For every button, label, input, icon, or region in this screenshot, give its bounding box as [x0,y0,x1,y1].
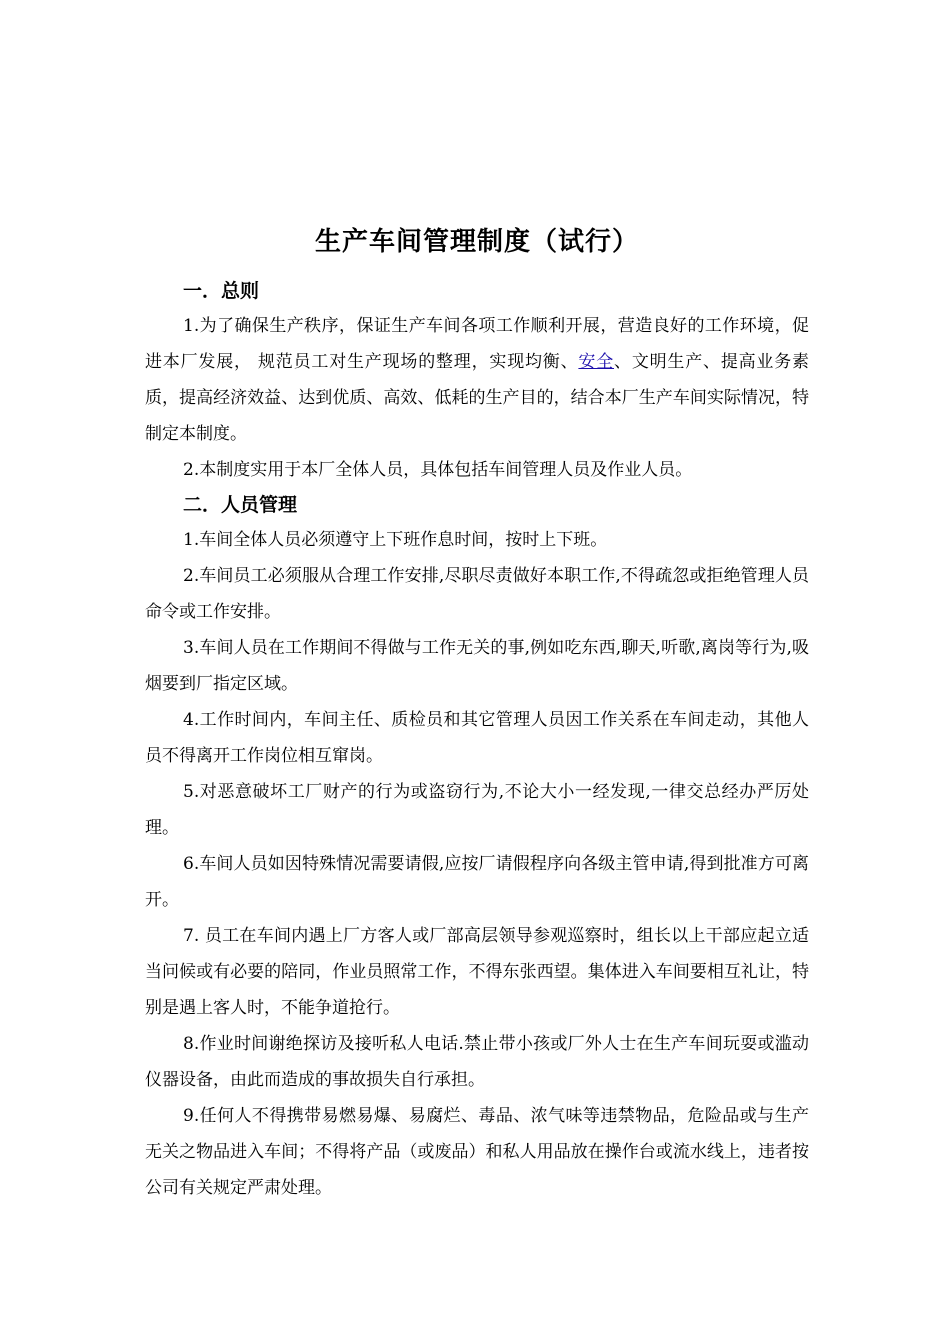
document-title: 生产车间管理制度（试行） [314,227,639,257]
paragraph: 1.车间全体人员必须遵守上下班作息时间，按时上下班。 [183,530,608,550]
paragraph: 3.车间人员在工作期间不得做与工作无关的事,例如吃东西,聊天,听歌,离岗等行为,吸烟要到厂指定区域。 [145,638,809,694]
paragraph: 9.任何人不得携带易燃易爆、易腐烂、毒品、浓气味等违禁物品，危险品或与生产无关之物品进入车间；不得将产品（或废品）和私人用品放在操作台或流水线上，违者按公司有关规定严肃处理。 [145,1106,809,1198]
paragraph-text: 、文明生产、提高业务素质，提高经济效益、达到优质、高效、低耗的生产目的，结合本厂生产车间实际情况，特制定本制度。 [145,352,810,444]
document-page [145,222,809,1206]
section-heading: 一．总则 [183,280,260,302]
paragraph: 4.工作时间内，车间主任、质检员和其它管理人员因工作关系在车间走动，其他人员不得离开工作岗位相互窜岗。 [145,710,809,766]
paragraph: 5.对恶意破坏工厂财产的行为或盗窃行为,不论大小一经发现,一律交总经办严厉处理。 [145,782,809,838]
paragraph: 2.本制度实用于本厂全体人员，具体包括车间管理人员及作业人员。 [183,460,693,480]
paragraph: 2.车间员工必须服从合理工作安排,尽职尽责做好本职工作,不得疏忽或拒绝管理人员命令或工作安排。 [145,566,809,622]
paragraph: 6.车间人员如因特殊情况需要请假,应按厂请假程序向各级主管申请,得到批准方可离开。 [145,854,809,910]
paragraph [145,308,809,452]
paragraph-text: 1.为了确保生产秩序，保证生产车间各项工作顺利开展，营造良好的工作环境，促进本厂发展， 规范员工对生产现场的整理，实现均衡、 [145,316,809,372]
section-general [145,274,809,488]
section-heading: 二．人员管理 [183,494,298,516]
safety-link[interactable]: 安全 [578,352,615,372]
paragraph: 7. 员工在车间内遇上厂方客人或厂部高层领导参观巡察时，组长以上干部应起立适当问候或有必要的陪同，作业员照常工作，不得东张西望。集体进入车间要相互礼让，特别是遇上客人时，不能争道抢行。 [145,926,809,1018]
section-personnel [145,488,809,1206]
paragraph: 8.作业时间谢绝探访及接听私人电话.禁止带小孩或厂外人士在生产车间玩耍或滥动仪器设备，由此而造成的事故损失自行承担。 [145,1034,809,1090]
